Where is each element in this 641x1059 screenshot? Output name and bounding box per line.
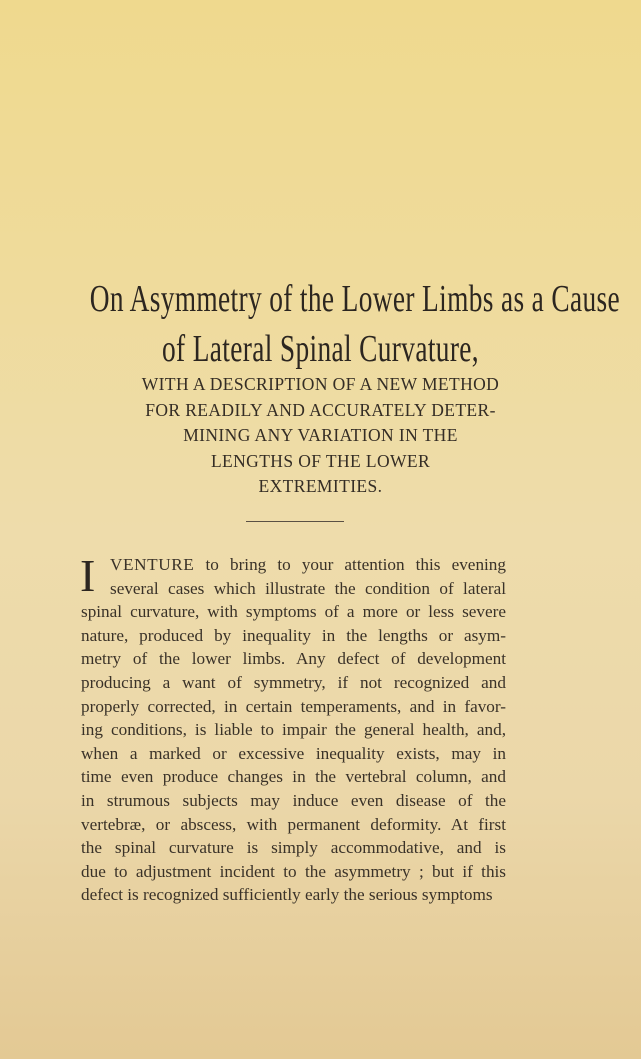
body-line: nature, produced by inequality in the lengths or asym- — [81, 625, 506, 645]
body-line: spinal curvature, with symptoms of a more or less severe — [81, 602, 506, 622]
subtitle-line: WITH A DESCRIPTION OF A NEW METHOD — [141, 374, 500, 394]
body-paragraph — [80, 550, 506, 907]
body-line: the spinal curvature is simply accommodative, and is — [81, 838, 506, 858]
body-line: ing conditions, is liable to impair the general health, and, — [81, 720, 506, 740]
subtitle-line: EXTREMITIES. — [258, 476, 383, 496]
title-line-1: On Asymmetry of the Lower Limbs as a Cause — [89, 278, 621, 320]
subtitle-line: FOR READILY AND ACCURATELY DETER- — [145, 399, 496, 420]
body-line: producing a want of symmetry, if not recognized and — [81, 672, 506, 692]
body-line: when a marked or excessive inequality exists, may in — [81, 743, 506, 763]
drop-cap: I — [80, 550, 96, 601]
subtitle — [0, 372, 641, 500]
section-divider — [246, 521, 344, 522]
body-line: properly corrected, in certain temperaments, and in favor- — [81, 696, 506, 716]
opening-line-rest: to bring to your attention this evening — [194, 555, 506, 574]
body-line — [81, 553, 506, 577]
body-line: several cases which illustrate the condition of lateral — [110, 578, 506, 598]
title-line-2: of Lateral Spinal Curvature, — [161, 328, 480, 370]
subtitle-line: MINING ANY VARIATION IN THE — [183, 425, 458, 445]
body-line: time even produce changes in the vertebral column, and — [81, 767, 506, 787]
body-line: vertebræ, or abscess, with permanent deformity. At first — [81, 814, 506, 834]
opening-word: VENTURE — [110, 555, 195, 574]
subtitle-line: LENGTHS OF THE LOWER — [210, 450, 431, 471]
body-line: in strumous subjects may induce even disease of the — [81, 790, 506, 810]
body-line: metry of the lower limbs. Any defect of development — [81, 649, 506, 669]
body-line: due to adjustment incident to the asymmetry ; but if this — [81, 861, 506, 881]
body-line: defect is recognized sufficiently early the serious symptoms — [81, 885, 493, 905]
